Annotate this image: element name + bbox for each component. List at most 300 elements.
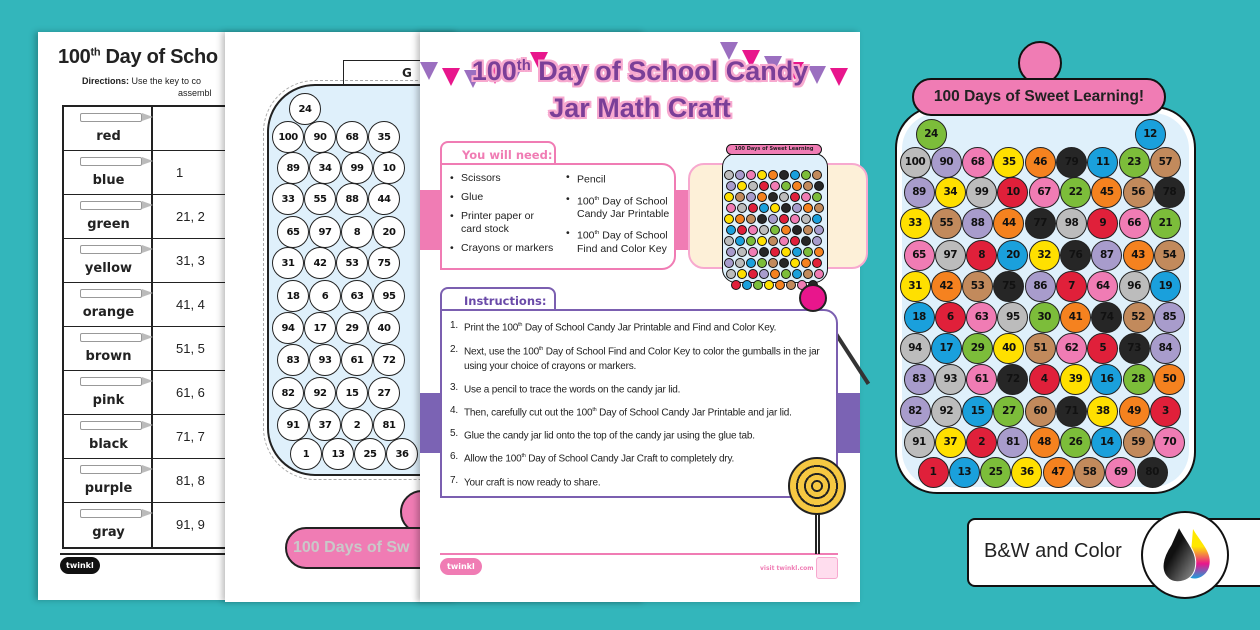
gumball: 66 bbox=[1119, 208, 1150, 239]
gumball: 3 bbox=[1150, 396, 1181, 427]
material-text: th bbox=[594, 195, 600, 202]
visit-link[interactable]: visit twinkl.com bbox=[760, 565, 814, 572]
mini-gumball bbox=[812, 214, 822, 224]
crayon-icon bbox=[80, 245, 142, 254]
sheet-title: 100th Day of Scho bbox=[58, 46, 218, 68]
key-color-name: yellow bbox=[84, 261, 133, 276]
crayon-icon bbox=[80, 509, 142, 518]
mini-gumball bbox=[801, 214, 811, 224]
mini-gumball bbox=[803, 247, 813, 257]
gumball: 97 bbox=[309, 216, 341, 248]
key-color-cell bbox=[64, 151, 153, 194]
gumball: 93 bbox=[935, 364, 966, 395]
key-color-cell bbox=[64, 415, 153, 458]
crayon-icon bbox=[80, 113, 142, 122]
key-numbers: 51, 5 bbox=[176, 341, 205, 356]
gumball: 63 bbox=[341, 280, 373, 312]
gumball: 29 bbox=[336, 312, 368, 344]
gumball: 54 bbox=[1154, 240, 1185, 271]
mini-gumball bbox=[779, 236, 789, 246]
gumball: 10 bbox=[997, 177, 1028, 208]
mini-gumball bbox=[781, 225, 791, 235]
mini-gumball bbox=[803, 181, 813, 191]
instruction-step bbox=[450, 381, 680, 396]
mini-gumball bbox=[746, 192, 756, 202]
mini-gumball bbox=[812, 192, 822, 202]
gumball: 61 bbox=[341, 344, 373, 376]
key-color-cell bbox=[64, 283, 153, 326]
material-item bbox=[577, 227, 673, 256]
mini-gumball bbox=[779, 192, 789, 202]
crayon-icon bbox=[80, 465, 142, 474]
mini-gumball bbox=[790, 236, 800, 246]
instruction-step bbox=[450, 342, 822, 374]
gumball: 63 bbox=[966, 302, 997, 333]
material-text: Day of School Candy Jar Printable bbox=[577, 195, 670, 220]
gumball: 20 bbox=[373, 216, 405, 248]
gumball: 81 bbox=[997, 427, 1028, 458]
gumball: 88 bbox=[962, 208, 993, 239]
key-color-cell bbox=[64, 371, 153, 414]
step-text: Glue the candy jar lid onto the top of the candy jar using the glue tab. bbox=[464, 430, 755, 442]
mini-gumball bbox=[726, 269, 736, 279]
mini-gumball bbox=[731, 280, 741, 290]
page-title-line1: 100th Day of School Candy bbox=[471, 56, 809, 86]
mini-gumball bbox=[792, 203, 802, 213]
gumball: 81 bbox=[373, 409, 405, 441]
key-color-cell bbox=[64, 107, 153, 150]
mini-gumball bbox=[768, 236, 778, 246]
step-number: 3. bbox=[450, 382, 458, 393]
mini-gumball bbox=[724, 214, 734, 224]
mini-gumball bbox=[757, 236, 767, 246]
mini-gumball bbox=[768, 192, 778, 202]
step-number: 6. bbox=[450, 451, 458, 462]
gumball: 85 bbox=[1154, 302, 1185, 333]
step-text: Print the 100 bbox=[464, 322, 519, 334]
gumball: 78 bbox=[1154, 177, 1185, 208]
key-color-cell bbox=[64, 195, 153, 238]
step-text: th bbox=[521, 453, 526, 459]
mini-gumball bbox=[781, 247, 791, 257]
gumball: 27 bbox=[993, 396, 1024, 427]
step-text: Day of School Candy Jar Craft to completely dry. bbox=[525, 453, 735, 465]
gumball: 8 bbox=[966, 240, 997, 271]
key-color-cell bbox=[64, 503, 153, 547]
gumball: 32 bbox=[1029, 240, 1060, 271]
instruction-step bbox=[450, 427, 755, 442]
directions: Directions: Use the key to co bbox=[82, 76, 202, 86]
gumball: 60 bbox=[1025, 396, 1056, 427]
ink-drops-icon bbox=[1141, 511, 1229, 599]
gumball: 29 bbox=[962, 333, 993, 364]
gumball: 2 bbox=[341, 409, 373, 441]
gumball: 57 bbox=[1150, 147, 1181, 178]
gumball: 10 bbox=[373, 152, 405, 184]
mini-gumball bbox=[737, 269, 747, 279]
key-color-name: brown bbox=[85, 349, 132, 364]
mini-gumball bbox=[814, 247, 824, 257]
material-item bbox=[577, 193, 673, 222]
gumball: 18 bbox=[904, 302, 935, 333]
key-numbers: 31, 3 bbox=[176, 253, 205, 268]
gumball: 19 bbox=[1150, 271, 1181, 302]
key-color-name: gray bbox=[92, 525, 125, 540]
gumball: 72 bbox=[373, 344, 405, 376]
instructions-box bbox=[440, 309, 838, 498]
mini-gumball bbox=[759, 247, 769, 257]
directions-line2: assembl bbox=[178, 88, 212, 98]
gumball: 69 bbox=[1105, 457, 1136, 488]
gumball: 36 bbox=[1011, 457, 1042, 488]
gumball: 16 bbox=[1091, 364, 1122, 395]
you-will-need-heading: You will need: bbox=[440, 141, 556, 165]
mini-gumball bbox=[792, 181, 802, 191]
mini-gumball bbox=[737, 181, 747, 191]
gumball: 58 bbox=[1074, 457, 1105, 488]
gumball: 27 bbox=[368, 377, 400, 409]
mini-gumball bbox=[801, 170, 811, 180]
mini-gumball bbox=[768, 170, 778, 180]
mini-gumball bbox=[757, 258, 767, 268]
mini-color-jar-preview bbox=[722, 144, 828, 284]
mini-jar-lid: 100 Days of Sweet Learning bbox=[726, 144, 822, 155]
gumball: 1 bbox=[918, 457, 949, 488]
gumball: 5 bbox=[1087, 333, 1118, 364]
mini-gumball bbox=[726, 225, 736, 235]
gumball: 74 bbox=[1091, 302, 1122, 333]
gumball: 59 bbox=[1123, 427, 1154, 458]
mini-gumball bbox=[768, 214, 778, 224]
jar-lid-label: 100 Days of Sweet Learning! bbox=[912, 78, 1166, 116]
gumball: 72 bbox=[997, 364, 1028, 395]
mini-gumball bbox=[724, 236, 734, 246]
gumball: 6 bbox=[935, 302, 966, 333]
crayon-icon bbox=[80, 377, 142, 386]
gumball: 61 bbox=[966, 364, 997, 395]
gumball: 65 bbox=[904, 240, 935, 271]
mini-gumball bbox=[757, 214, 767, 224]
step-text: th bbox=[518, 322, 523, 328]
mini-gumball bbox=[781, 181, 791, 191]
gumball: 83 bbox=[904, 364, 935, 395]
gumball: 48 bbox=[1029, 427, 1060, 458]
gumball: 53 bbox=[336, 247, 368, 279]
instruction-step bbox=[450, 319, 776, 334]
mini-gumball bbox=[812, 170, 822, 180]
gumball: 35 bbox=[993, 147, 1024, 178]
gumball: 92 bbox=[931, 396, 962, 427]
mini-gumball bbox=[803, 269, 813, 279]
mini-gumball bbox=[770, 225, 780, 235]
gumball: 22 bbox=[1060, 177, 1091, 208]
twinkl-logo: twinkl bbox=[60, 557, 100, 574]
mini-gumball bbox=[779, 214, 789, 224]
key-numbers: 1 bbox=[176, 165, 184, 180]
gumball: 100 bbox=[900, 147, 931, 178]
gumball: 53 bbox=[962, 271, 993, 302]
gumball: 13 bbox=[949, 457, 980, 488]
gumball: 17 bbox=[931, 333, 962, 364]
gumball: 95 bbox=[373, 280, 405, 312]
gumball: 62 bbox=[1056, 333, 1087, 364]
key-numbers: 71, 7 bbox=[176, 429, 205, 444]
gumball: 12 bbox=[1135, 119, 1166, 150]
step-number: 1. bbox=[450, 320, 458, 331]
material-item bbox=[461, 210, 543, 236]
key-numbers: 41, 4 bbox=[176, 297, 205, 312]
material-item bbox=[461, 191, 561, 204]
gumball: 20 bbox=[997, 240, 1028, 271]
gumball: 91 bbox=[277, 409, 309, 441]
gumball: 86 bbox=[1025, 271, 1056, 302]
mini-gumball bbox=[770, 269, 780, 279]
gumball: 100 bbox=[272, 121, 304, 153]
mini-gumball bbox=[737, 203, 747, 213]
gumball: 36 bbox=[386, 438, 418, 470]
gumball: 99 bbox=[966, 177, 997, 208]
step-text: Next, use the 100 bbox=[464, 346, 539, 358]
gumball: 24 bbox=[289, 93, 321, 125]
gumball: 56 bbox=[1123, 177, 1154, 208]
gumball: 83 bbox=[277, 344, 309, 376]
gumball: 95 bbox=[997, 302, 1028, 333]
step-text: Then, carefully cut out the 100 bbox=[464, 407, 593, 419]
mini-gumball bbox=[781, 269, 791, 279]
gumball: 55 bbox=[931, 208, 962, 239]
step-text: Day of School Candy Jar Printable and Find and Color Key. bbox=[522, 322, 777, 334]
mini-gumball bbox=[792, 225, 802, 235]
key-color-name: pink bbox=[92, 393, 125, 408]
mini-gumball bbox=[792, 269, 802, 279]
gumball: 52 bbox=[1123, 302, 1154, 333]
gumball: 31 bbox=[900, 271, 931, 302]
gumball: 88 bbox=[336, 183, 368, 215]
step-number: 4. bbox=[450, 405, 458, 416]
mini-gumball bbox=[786, 280, 796, 290]
key-numbers: 21, 2 bbox=[176, 209, 205, 224]
mini-gumball bbox=[814, 181, 824, 191]
mini-gumball bbox=[746, 236, 756, 246]
gumball: 6 bbox=[309, 280, 341, 312]
mini-gumball bbox=[779, 170, 789, 180]
gumball: 73 bbox=[1119, 333, 1150, 364]
key-color-name: blue bbox=[92, 173, 125, 188]
lid-tab-box: G bbox=[343, 60, 453, 86]
gumball: 51 bbox=[1025, 333, 1056, 364]
gumball: 89 bbox=[904, 177, 935, 208]
crayon-icon bbox=[80, 201, 142, 210]
gumball: 43 bbox=[1123, 240, 1154, 271]
gumball: 94 bbox=[272, 312, 304, 344]
step-number: 5. bbox=[450, 428, 458, 439]
mini-gumball bbox=[781, 203, 791, 213]
key-color-cell bbox=[64, 239, 153, 282]
mini-gumball bbox=[770, 181, 780, 191]
mini-gumball bbox=[759, 203, 769, 213]
format-badge-label: B&W and Color bbox=[984, 540, 1122, 562]
gumball: 25 bbox=[354, 438, 386, 470]
instructions-heading: Instructions: bbox=[440, 287, 556, 311]
gumball: 68 bbox=[336, 121, 368, 153]
mini-gumball bbox=[748, 225, 758, 235]
gumball: 34 bbox=[935, 177, 966, 208]
gumball: 40 bbox=[368, 312, 400, 344]
gumball: 21 bbox=[1150, 208, 1181, 239]
gumball: 35 bbox=[368, 121, 400, 153]
gumball: 68 bbox=[962, 147, 993, 178]
gumball: 41 bbox=[1060, 302, 1091, 333]
mini-gumball bbox=[764, 280, 774, 290]
gumball: 82 bbox=[900, 396, 931, 427]
mini-gumball bbox=[735, 170, 745, 180]
gumball: 28 bbox=[1123, 364, 1154, 395]
gumball: 23 bbox=[1119, 147, 1150, 178]
crayon-icon bbox=[80, 157, 142, 166]
swirl-lollipop-icon bbox=[788, 457, 846, 515]
instructions-list bbox=[450, 319, 830, 491]
mini-gumball bbox=[724, 258, 734, 268]
mini-gumball bbox=[735, 214, 745, 224]
material-text: 100 bbox=[577, 195, 595, 207]
gumball: 64 bbox=[1087, 271, 1118, 302]
pink-lollipop-icon bbox=[799, 284, 827, 312]
gumball: 44 bbox=[993, 208, 1024, 239]
key-color-cell bbox=[64, 327, 153, 370]
key-color-name: black bbox=[89, 437, 128, 452]
material-text: Crayons or markers bbox=[461, 242, 554, 254]
gumball: 39 bbox=[1060, 364, 1091, 395]
mini-gumball bbox=[792, 247, 802, 257]
crayon-icon bbox=[80, 289, 142, 298]
gumball: 71 bbox=[1056, 396, 1087, 427]
gumball: 96 bbox=[1119, 271, 1150, 302]
mini-gumball bbox=[726, 181, 736, 191]
mini-gumball bbox=[801, 192, 811, 202]
pink-band bbox=[420, 190, 440, 250]
gumball: 82 bbox=[272, 377, 304, 409]
mini-gumball bbox=[748, 269, 758, 279]
key-color-name: purple bbox=[84, 481, 133, 496]
mini-gumball bbox=[790, 170, 800, 180]
materials-box bbox=[440, 163, 676, 270]
key-color-name: orange bbox=[82, 305, 135, 320]
jar-lid-label: 100 Days of Sw bbox=[285, 527, 545, 569]
gumball: 13 bbox=[322, 438, 354, 470]
mini-gumball bbox=[812, 258, 822, 268]
mini-gumball bbox=[735, 236, 745, 246]
gumball: 15 bbox=[336, 377, 368, 409]
gumball: 75 bbox=[993, 271, 1024, 302]
gumball: 9 bbox=[1087, 208, 1118, 239]
step-number: 2. bbox=[450, 344, 458, 355]
material-text: Printer paper or card stock bbox=[461, 210, 534, 235]
mini-gumball bbox=[779, 258, 789, 268]
page-title-line2: Jar Math Craft bbox=[549, 93, 731, 123]
gumball: 77 bbox=[1025, 208, 1056, 239]
instruction-step bbox=[450, 450, 734, 465]
mini-gumball bbox=[724, 192, 734, 202]
material-item bbox=[461, 172, 561, 185]
twinkl-logo: twinkl bbox=[440, 558, 482, 575]
gumball: 67 bbox=[1029, 177, 1060, 208]
mini-gumball bbox=[790, 214, 800, 224]
gumball: 98 bbox=[1056, 208, 1087, 239]
gumball: 25 bbox=[980, 457, 1011, 488]
key-numbers: 81, 8 bbox=[176, 473, 205, 488]
gumball: 97 bbox=[935, 240, 966, 271]
gumball: 99 bbox=[341, 152, 373, 184]
mini-gumball bbox=[790, 258, 800, 268]
step-text: Use a pencil to trace the words on the candy jar lid. bbox=[464, 384, 681, 396]
gumball: 84 bbox=[1150, 333, 1181, 364]
gumball: 92 bbox=[304, 377, 336, 409]
mini-gumball bbox=[759, 225, 769, 235]
mini-gumball bbox=[753, 280, 763, 290]
mini-gumball bbox=[726, 247, 736, 257]
material-text: Scissors bbox=[461, 172, 501, 184]
gumball: 18 bbox=[277, 280, 309, 312]
material-item bbox=[577, 171, 673, 187]
step-text: th bbox=[538, 346, 544, 352]
gumball: 40 bbox=[993, 333, 1024, 364]
gumball: 30 bbox=[1029, 302, 1060, 333]
gumball: 65 bbox=[277, 216, 309, 248]
gumball: 33 bbox=[900, 208, 931, 239]
gumball: 76 bbox=[1060, 240, 1091, 271]
materials-list-left bbox=[461, 172, 561, 261]
step-number: 7. bbox=[450, 475, 458, 486]
gumball: 42 bbox=[304, 247, 336, 279]
step-text: th bbox=[592, 407, 597, 413]
instructions-sheet bbox=[420, 32, 860, 602]
mini-gumball bbox=[770, 247, 780, 257]
gumball: 91 bbox=[904, 427, 935, 458]
gumball: 33 bbox=[272, 183, 304, 215]
gumball: 70 bbox=[1154, 427, 1185, 458]
gumball: 50 bbox=[1154, 364, 1185, 395]
mini-gumball bbox=[801, 236, 811, 246]
gumball: 17 bbox=[304, 312, 336, 344]
mini-gumball bbox=[735, 258, 745, 268]
mini-gumball bbox=[735, 192, 745, 202]
material-item bbox=[461, 242, 561, 255]
gumball: 93 bbox=[309, 344, 341, 376]
gumball: 11 bbox=[1087, 147, 1118, 178]
key-color-name: green bbox=[87, 217, 130, 232]
swirl-lollipop-stick bbox=[815, 512, 820, 554]
mini-gumball bbox=[746, 214, 756, 224]
mini-gumball bbox=[768, 258, 778, 268]
gumball: 37 bbox=[935, 427, 966, 458]
twinkl-badge-icon bbox=[816, 557, 838, 579]
mini-gumball bbox=[737, 225, 747, 235]
gumball: 90 bbox=[304, 121, 336, 153]
key-numbers: 61, 6 bbox=[176, 385, 205, 400]
crayon-icon bbox=[80, 333, 142, 342]
gumball: 4 bbox=[1029, 364, 1060, 395]
key-color-name: red bbox=[96, 129, 121, 144]
gumball: 26 bbox=[1060, 427, 1091, 458]
mini-gumball bbox=[790, 192, 800, 202]
gumball: 7 bbox=[1056, 271, 1087, 302]
step-text: Your craft is now ready to share. bbox=[464, 477, 601, 489]
gumball: 55 bbox=[304, 183, 336, 215]
material-text: 100 bbox=[577, 229, 595, 242]
gumball: 14 bbox=[1091, 427, 1122, 458]
gumball: 34 bbox=[309, 152, 341, 184]
mini-gumball bbox=[770, 203, 780, 213]
